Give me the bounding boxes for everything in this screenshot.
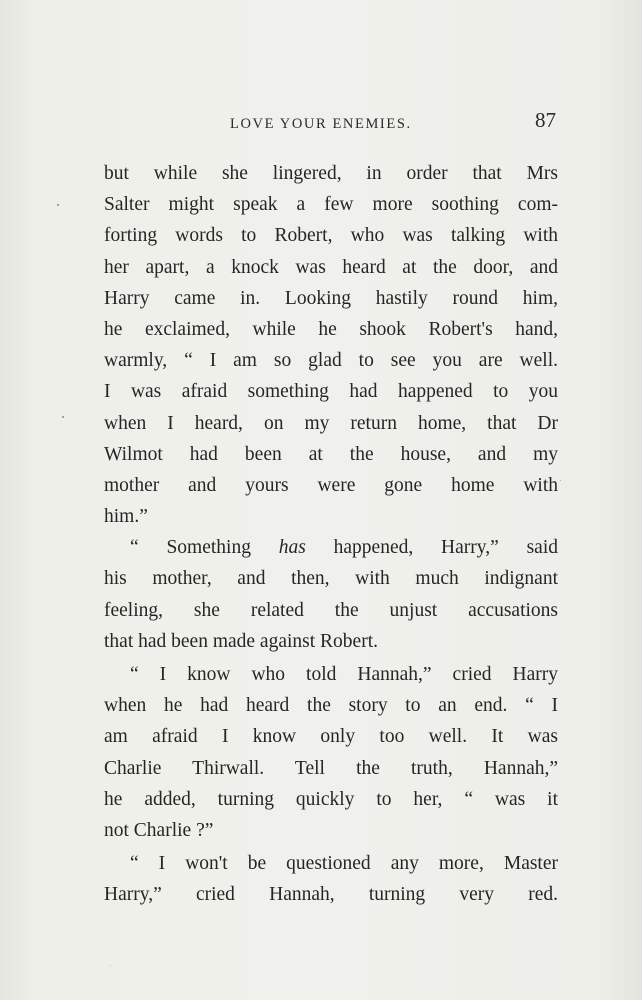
text-line: feeling, she related the unjust accusations (104, 599, 558, 621)
running-head (104, 108, 556, 138)
text-line: “ I know who told Hannah,” cried Harry (130, 664, 558, 685)
text-line: Harry,” cried Hannah, turning very red. (104, 884, 558, 906)
text-line: “ I won't be questioned any more, Master (130, 853, 558, 875)
body-text (104, 158, 558, 911)
paper-speck (110, 965, 111, 966)
text-line: his mother, and then, with much indignant (104, 568, 558, 590)
italic-word: has (278, 537, 306, 559)
text-line: but while she lingered, in order that Mrs (104, 163, 558, 184)
paper-speck (560, 480, 561, 481)
text-line: mother and yours were gone home with (104, 474, 558, 496)
text-line: when I heard, on my return home, that Dr (104, 412, 558, 434)
text-line: Harry came in. Looking hastily round him, (104, 287, 558, 309)
text-line: Charlie Thirwall. Tell the truth, Hannah,” (104, 757, 558, 779)
text-line: I was afraid something had happened to you (104, 381, 558, 403)
running-title: LOVE YOUR ENEMIES. (230, 116, 412, 132)
text-line: he exclaimed, while he shook Robert's hand, (104, 318, 558, 340)
page-number: 87 (535, 108, 556, 132)
text-line: him.” (104, 506, 148, 528)
paper-speck (57, 204, 59, 206)
text-line: he added, turning quickly to her, “ was it (104, 788, 558, 810)
text-line: warmly, “ I am so glad to see you are well. (104, 350, 558, 372)
text-line: Salter might speak a few more soothing com- (104, 194, 558, 216)
text-line: when he had heard the story to an end. “ I (104, 695, 558, 717)
text-line: Wilmot had been at the house, and my (104, 443, 558, 465)
paper-speck (62, 416, 64, 418)
text-line: that had been made against Robert. (104, 630, 378, 652)
text-line: not Charlie ?” (104, 819, 214, 841)
text-line: am afraid I know only too well. It was (104, 726, 558, 748)
text-line: her apart, a knock was heard at the door, and (104, 256, 558, 278)
text-line: forting words to Robert, who was talking with (104, 225, 558, 247)
text-run: happened, Harry,” said (305, 537, 558, 559)
text-line (104, 532, 558, 563)
text-run: “ Something (130, 537, 279, 559)
